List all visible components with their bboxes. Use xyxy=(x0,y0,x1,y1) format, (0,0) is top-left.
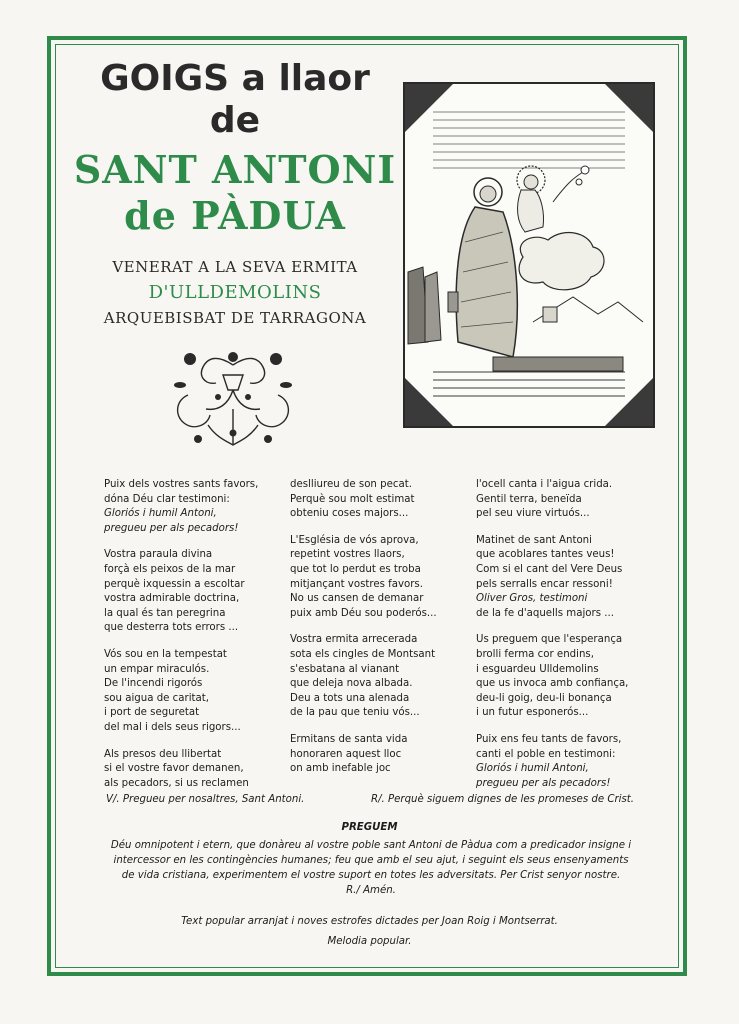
verse-line: Deu a tots una alenada xyxy=(290,692,410,704)
saint-anthony-engraving xyxy=(403,82,655,428)
prayer-text xyxy=(96,838,646,898)
verse-line: deslliureu de son pecat. xyxy=(290,479,412,490)
verse-line: mitjançant vostres favors. xyxy=(290,578,423,590)
stanza xyxy=(104,648,279,736)
verse-line: pel seu viure virtuós... xyxy=(476,508,590,520)
verse-line: l'ocell canta i l'aigua crida. xyxy=(476,479,613,490)
verse-line: honoraren aquest lloc xyxy=(290,748,402,760)
verse-line: L'Església de vós aprova, xyxy=(290,534,419,546)
verse-line: Gloriós i humil Antoni, xyxy=(104,508,217,520)
stanza xyxy=(476,478,651,522)
title-line-1: GOIGS a llaor xyxy=(100,58,370,99)
verse-line: Vostra ermita arrecerada xyxy=(290,634,418,646)
subtitle-line-3: ARQUEBISBAT DE TARRAGONA xyxy=(103,309,367,327)
verse-line: de la pau que teniu vós... xyxy=(290,707,420,719)
verse-line: s'esbatana al vianant xyxy=(290,663,400,675)
stanza xyxy=(290,733,465,777)
stanza xyxy=(290,534,465,622)
verse-line: si el vostre favor demanen, xyxy=(104,763,244,775)
verse-line: que tot lo perdut es troba xyxy=(290,563,421,575)
stanza xyxy=(476,733,651,791)
poem-column-2 xyxy=(290,478,465,789)
verse-line: un empar miraculós. xyxy=(104,663,210,675)
verse-line: als pecadors, si us reclamen xyxy=(104,777,249,789)
verse-line: Us preguem que l'esperança xyxy=(476,634,623,646)
verse-line: sou aigua de caritat, xyxy=(104,692,210,704)
stanza xyxy=(476,534,651,622)
stanza xyxy=(104,748,279,792)
verse-line: De l'incendi rigorós xyxy=(104,678,203,690)
verse-line: perquè ixquessin a escoltar xyxy=(104,578,245,590)
title-line-2: de xyxy=(209,100,261,141)
verse-line: Matinet de sant Antoni xyxy=(476,534,592,546)
stanza xyxy=(290,478,465,522)
verse-line: pregueu per als pecadors! xyxy=(476,777,611,789)
verse-line: canti el poble en testimoni: xyxy=(476,748,616,760)
melody-credit: Melodia popular. xyxy=(327,936,412,947)
verse-line: Gentil terra, beneïda xyxy=(476,493,582,505)
verse-line: que us invoca amb confiança, xyxy=(476,678,629,690)
verse-line: on amb inefable joc xyxy=(290,763,391,775)
verse-line: forçà els peixos de la mar xyxy=(104,563,236,575)
verse-line: Ermitans de santa vida xyxy=(290,733,408,745)
verse-line: Gloriós i humil Antoni, xyxy=(476,763,589,775)
subtitle-line-2: D'ULLDEMOLINS xyxy=(148,282,322,303)
verse-line: vostra admirable doctrina, xyxy=(104,593,240,605)
verse-line: Oliver Gros, testimoni xyxy=(476,593,588,605)
prayer-line: Déu omnipotent i etern, que donàreu al vostre poble sant Antoni de Pàdua com a predicador insigne i xyxy=(110,840,632,851)
verse-line: de la fe d'aquells majors ... xyxy=(476,607,614,619)
title-line-3: SANT ANTONI xyxy=(73,147,397,192)
verse-line: que acoblares tantes veus! xyxy=(476,549,615,561)
verse-line: i esguardeu Ulldemolins xyxy=(476,663,599,675)
stanza xyxy=(476,633,651,721)
versicle: V/. Pregueu per nosaltres, Sant Antoni. xyxy=(106,794,305,805)
title-block xyxy=(70,58,400,327)
verse-line: dóna Déu clar testimoni: xyxy=(104,493,230,505)
prayer-line: intercessor en les contingències humanes; feu que amb el seu ajut, i seguint els seus ensenyaments xyxy=(113,855,629,866)
verse-line: Puix dels vostres sants favors, xyxy=(104,479,259,490)
credits xyxy=(0,912,739,952)
verse-line: i un futur esponerós... xyxy=(476,707,589,719)
prayer-line: de vida cristiana, experimentem el vostre suport en totes les adversitats. Per Crist senyor nostre. xyxy=(121,870,621,881)
poem-column-1 xyxy=(104,478,279,803)
verse-line: pels serralls encar ressoni! xyxy=(476,578,613,590)
prayer-line: R./ Amén. xyxy=(346,885,396,896)
verse-line: deu-li goig, deu-li bonança xyxy=(476,692,612,704)
floral-ornament xyxy=(168,345,298,450)
verse-line: del mal i dels seus rigors... xyxy=(104,721,241,733)
verse-line: que deleja nova albada. xyxy=(290,678,413,690)
prayer-title: PREGUEM xyxy=(341,822,398,833)
verse-line: Perquè sou molt estimat xyxy=(290,493,415,505)
title-line-4: de PÀDUA xyxy=(124,193,346,238)
verse-line: pregueu per als pecadors! xyxy=(104,522,239,534)
response: R/. Perquè siguem dignes de les promeses de Crist. xyxy=(371,794,635,805)
stanza xyxy=(290,633,465,721)
text-credit: Text popular arranjat i noves estrofes dictades per Joan Roig i Montserrat. xyxy=(181,916,558,927)
verse-line: Puix ens feu tants de favors, xyxy=(476,733,622,745)
verse-line: sota els cingles de Montsant xyxy=(290,648,436,660)
verse-line: que desterra tots errors ... xyxy=(104,622,239,634)
verse-line: i port de seguretat xyxy=(104,707,200,719)
stanza xyxy=(104,548,279,636)
verse-line: Vós sou en la tempestat xyxy=(104,648,227,660)
stanza xyxy=(104,478,279,536)
verse-line: Com si el cant del Vere Deus xyxy=(476,563,623,575)
verse-line: obteniu coses majors... xyxy=(290,508,409,520)
verse-line: No us cansen de demanar xyxy=(290,593,424,605)
verse-line: repetint vostres llaors, xyxy=(290,549,405,561)
verse-line: brolli ferma cor endins, xyxy=(476,648,594,660)
verse-line: puix amb Déu sou poderós... xyxy=(290,607,437,619)
verse-line: Als presos deu llibertat xyxy=(104,748,222,760)
poem-column-3 xyxy=(476,478,651,803)
verse-line: Vostra paraula divina xyxy=(104,549,213,561)
verse-line: la qual és tan peregrina xyxy=(104,607,226,619)
subtitle-line-1: VENERAT A LA SEVA ERMITA xyxy=(112,258,358,276)
